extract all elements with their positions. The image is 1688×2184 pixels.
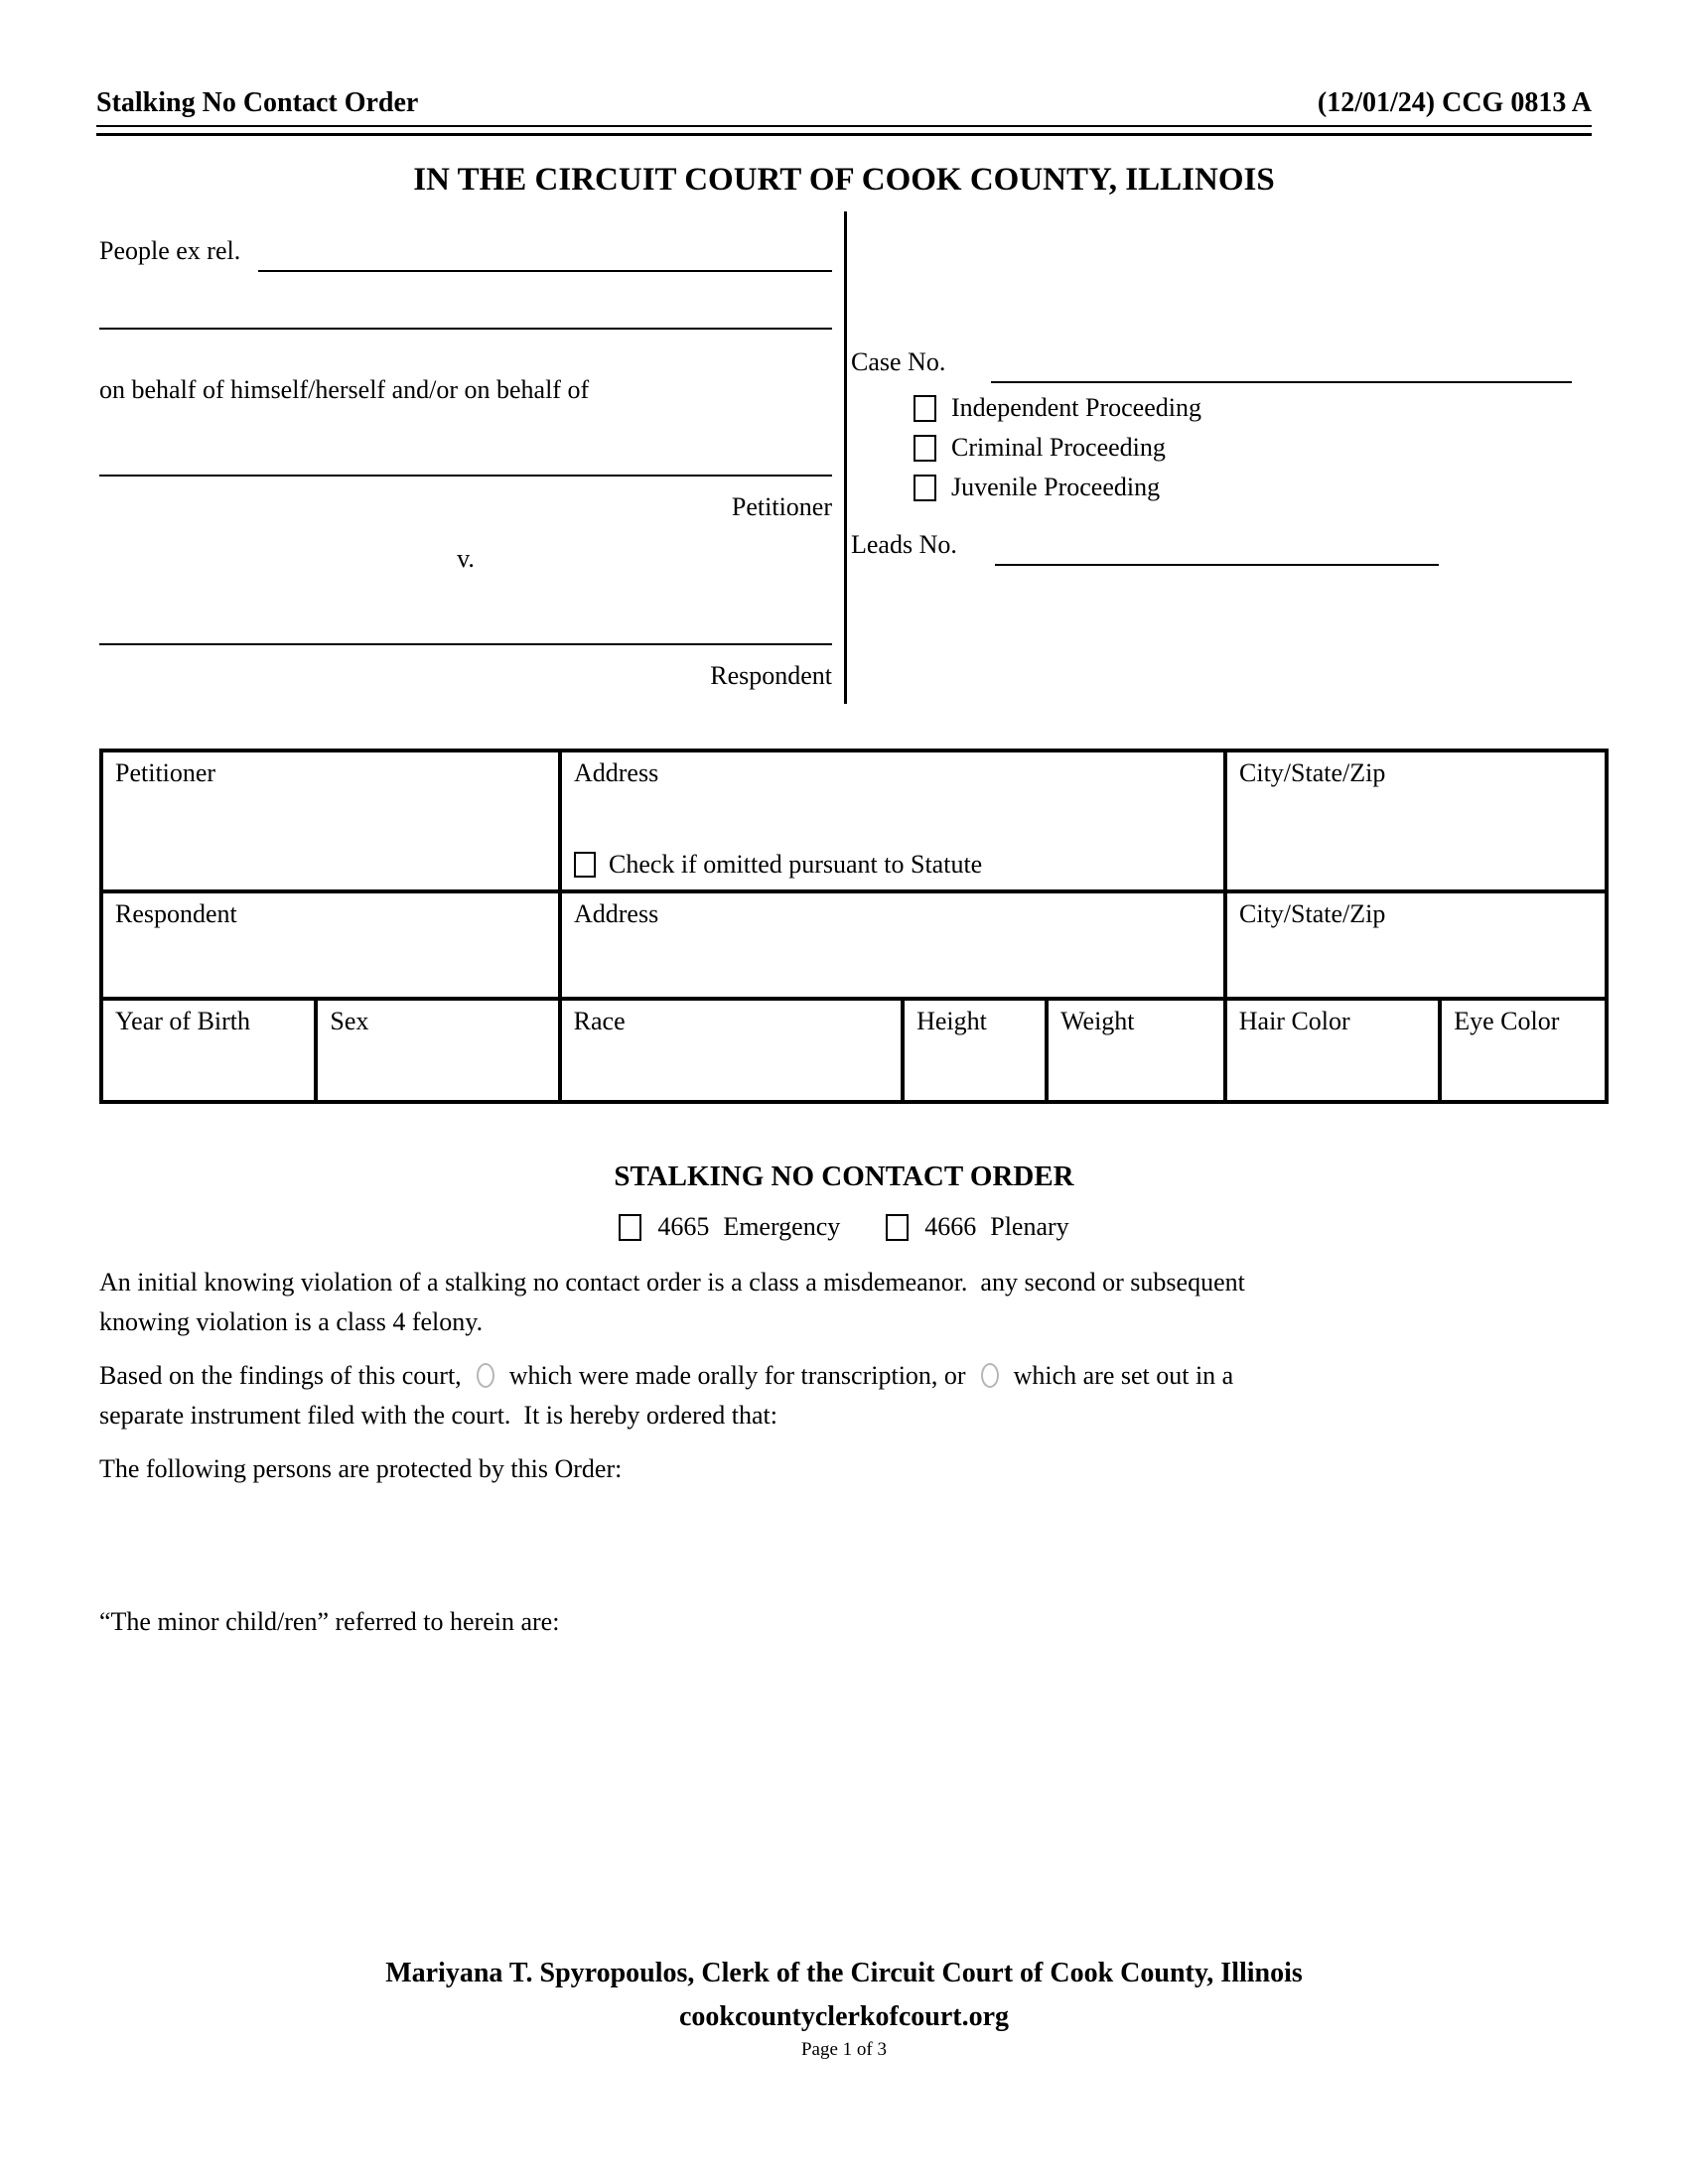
table-row — [103, 752, 1605, 889]
checkbox-icon[interactable] — [914, 395, 936, 422]
findings-line2: separate instrument filed with the court. It is hereby ordered that: — [99, 1401, 777, 1430]
people-ex-rel-row — [99, 236, 832, 272]
violation-warning-paragraph — [99, 1263, 1589, 1342]
header-divider-rule — [96, 125, 1592, 136]
respondent-address-cell[interactable]: Address — [562, 893, 1223, 997]
race-cell[interactable]: Race — [562, 1001, 901, 1100]
respondent-name-input-line[interactable] — [99, 623, 832, 645]
court-title: IN THE CIRCUIT COURT OF COOK COUNTY, ILLINOIS — [413, 162, 1275, 198]
checkbox-icon[interactable] — [914, 475, 936, 501]
order-section — [99, 1160, 1589, 1642]
on-behalf-text: on behalf of himself/herself and/or on behalf of — [99, 375, 590, 404]
case-no-label: Case No. — [851, 347, 946, 376]
emergency-code: 4665 — [657, 1212, 710, 1241]
minor-children-label: “The minor child/ren” referred to herein are: — [99, 1607, 560, 1636]
year-of-birth-cell[interactable]: Year of Birth — [103, 1001, 314, 1100]
form-header — [96, 87, 1592, 119]
caption-vertical-divider — [844, 211, 847, 704]
versus-label: v. — [457, 544, 475, 573]
plenary-option[interactable] — [886, 1207, 1068, 1247]
plenary-code: 4666 — [924, 1212, 977, 1241]
leads-no-label: Leads No. — [851, 530, 957, 559]
weight-cell[interactable]: Weight — [1049, 1001, 1223, 1100]
criminal-proceeding-option[interactable] — [914, 428, 1201, 468]
table-row — [103, 1001, 1605, 1100]
case-no-input-line[interactable] — [991, 377, 1572, 383]
proceeding-type-list — [914, 388, 1201, 507]
checkbox-icon[interactable] — [619, 1214, 641, 1241]
petitioner-name-input-line[interactable] — [99, 308, 832, 330]
leads-no-input-line[interactable] — [995, 560, 1439, 566]
case-no-row — [851, 347, 1572, 383]
sex-cell[interactable]: Sex — [318, 1001, 557, 1100]
people-ex-rel-label: People ex rel. — [99, 236, 241, 265]
juvenile-proceeding-label: Juvenile Proceeding — [951, 473, 1161, 501]
respondent-name-cell[interactable]: Respondent — [103, 893, 558, 997]
petitioner-city-cell[interactable]: City/State/Zip — [1227, 752, 1605, 889]
plenary-label: Plenary — [990, 1212, 1069, 1241]
leads-no-row — [851, 530, 1439, 566]
omit-address-option[interactable] — [574, 850, 1211, 880]
clerk-footer-line: Mariyana T. Spyropoulos, Clerk of the Circuit Court of Cook County, Illinois — [385, 1958, 1303, 1988]
omit-address-label: Check if omitted pursuant to Statute — [609, 850, 983, 879]
minor-name-input-line[interactable] — [99, 455, 832, 477]
protected-persons-label: The following persons are protected by this Order: — [99, 1454, 623, 1483]
order-type-row — [99, 1207, 1589, 1247]
checkbox-icon[interactable] — [914, 435, 936, 462]
order-section-title: STALKING NO CONTACT ORDER — [614, 1160, 1074, 1192]
clerk-website: cookcountyclerkofcourt.org — [678, 2001, 1010, 2032]
violation-warning-line1: An initial knowing violation of a stalking no contact order is a class a misdemeanor. any second or subsequent — [99, 1268, 1245, 1297]
petitioner-name-cell[interactable]: Petitioner — [103, 752, 558, 889]
emergency-option[interactable] — [619, 1207, 840, 1247]
petitioner-caption-label: Petitioner — [731, 492, 832, 521]
page-number: Page 1 of 3 — [800, 2039, 887, 2060]
form-title: Stalking No Contact Order — [96, 87, 419, 118]
respondent-city-cell[interactable]: City/State/Zip — [1227, 893, 1605, 997]
findings-oral-option-label: which were made orally for transcription, or — [508, 1361, 966, 1390]
emergency-label: Emergency — [723, 1212, 841, 1241]
radio-oral-transcription-icon[interactable] — [477, 1363, 494, 1388]
juvenile-proceeding-option[interactable] — [914, 468, 1201, 507]
findings-line1 — [99, 1356, 1589, 1396]
findings-paragraph — [99, 1356, 1589, 1435]
checkbox-icon[interactable] — [574, 852, 596, 878]
findings-instrument-option-label: which are set out in a — [1013, 1361, 1234, 1390]
people-ex-rel-input-line[interactable] — [258, 266, 832, 272]
party-info-table — [99, 749, 1609, 1104]
findings-prefix: Based on the findings of this court, — [99, 1361, 462, 1390]
form-number: (12/01/24) CCG 0813 A — [1317, 87, 1592, 118]
respondent-caption-label: Respondent — [710, 661, 832, 690]
independent-proceeding-option[interactable] — [914, 388, 1201, 428]
eye-color-cell[interactable]: Eye Color — [1442, 1001, 1605, 1100]
hair-color-cell[interactable]: Hair Color — [1227, 1001, 1438, 1100]
checkbox-icon[interactable] — [886, 1214, 909, 1241]
violation-warning-line2: knowing violation is a class 4 felony. — [99, 1307, 484, 1336]
criminal-proceeding-label: Criminal Proceeding — [951, 433, 1166, 462]
address-header: Address — [574, 758, 659, 787]
radio-separate-instrument-icon[interactable] — [981, 1363, 999, 1388]
independent-proceeding-label: Independent Proceeding — [951, 393, 1201, 422]
petitioner-address-cell[interactable] — [562, 752, 1223, 889]
table-row — [103, 893, 1605, 997]
height-cell[interactable]: Height — [905, 1001, 1045, 1100]
